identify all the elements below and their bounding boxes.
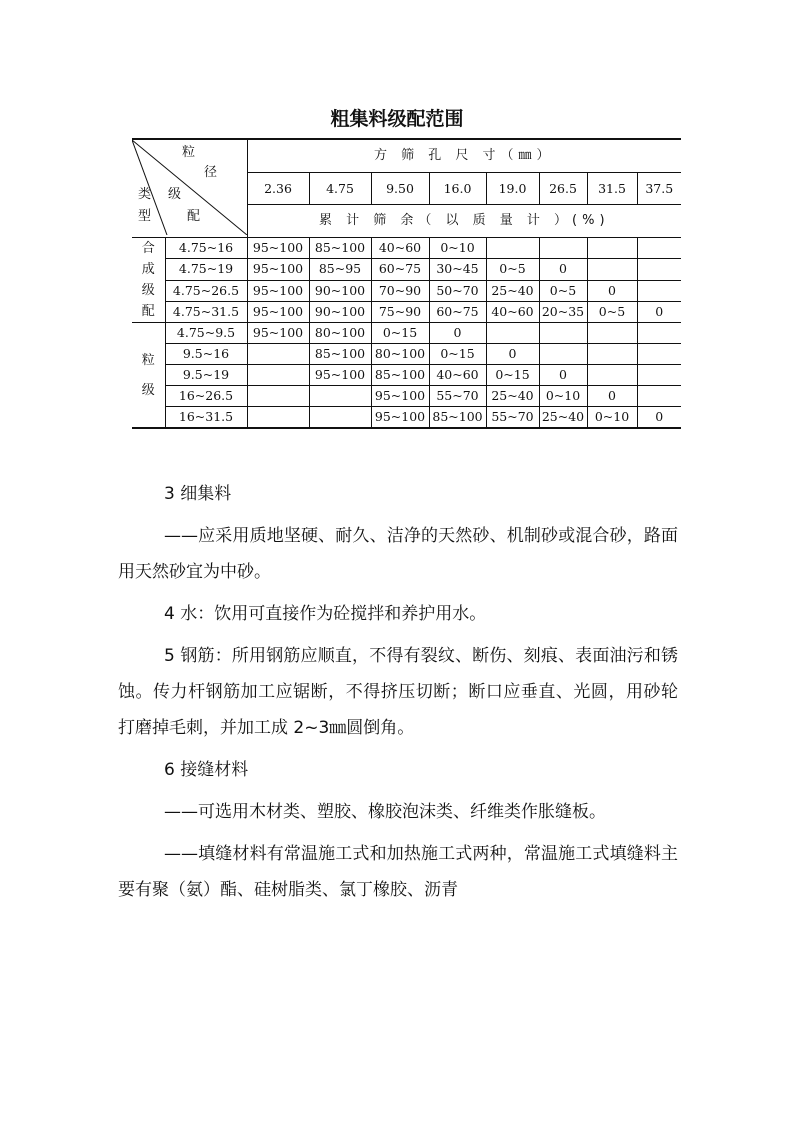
sieve-size-header: 方 筛 孔 尺 寸（㎜） — [247, 139, 681, 173]
sieve-size-cell: 16.0 — [429, 173, 486, 205]
passing-value-cell: 0~10 — [539, 386, 587, 407]
grade-range-cell: 16~31.5 — [165, 407, 247, 429]
passing-value-cell: 0 — [587, 386, 637, 407]
passing-value-cell: 0~10 — [587, 407, 637, 429]
passing-value-cell: 75~90 — [371, 301, 429, 322]
passing-value-cell — [637, 365, 681, 386]
passing-value-cell — [637, 386, 681, 407]
passing-value-cell: 55~70 — [429, 386, 486, 407]
passing-value-cell: 50~70 — [429, 280, 486, 301]
passing-value-cell: 0~5 — [539, 280, 587, 301]
passing-value-cell — [587, 238, 637, 259]
passing-value-cell: 55~70 — [486, 407, 539, 429]
passing-value-cell: 95~100 — [371, 407, 429, 429]
passing-value-cell: 95~100 — [247, 280, 309, 301]
joint-filler-paragraph: ——填缝材料有常温施工式和加热施工式两种，常温施工式填缝料主要有聚（氨）酯、硅树脂类、氯丁橡胶、沥青 — [118, 844, 678, 900]
passing-value-cell — [637, 259, 681, 280]
group-label-char: 级 — [141, 283, 155, 298]
passing-value-cell: 0 — [539, 365, 587, 386]
passing-value-cell: 90~100 — [309, 301, 371, 322]
table-row — [132, 386, 681, 407]
passing-value-cell — [637, 344, 681, 365]
corner-label-left2: 型 — [138, 209, 152, 224]
passing-value-cell: 25~40 — [486, 280, 539, 301]
passing-value-cell — [247, 365, 309, 386]
passing-value-cell: 0~5 — [587, 301, 637, 322]
passing-value-cell — [539, 238, 587, 259]
passing-value-cell: 40~60 — [486, 301, 539, 322]
sieve-size-cell: 9.50 — [371, 173, 429, 205]
table-row — [132, 344, 681, 365]
group-label-char: 级 — [141, 382, 155, 398]
table-title: 粗集料级配范围 — [330, 108, 464, 130]
passing-value-cell — [309, 407, 371, 429]
passing-value-cell — [539, 344, 587, 365]
coarse-aggregate-grading-table — [132, 138, 681, 429]
passing-value-cell: 0 — [486, 344, 539, 365]
passing-value-cell: 95~100 — [247, 323, 309, 344]
fine-aggregate-paragraph: ——应采用质地坚硬、耐久、洁净的天然砂、机制砂或混合砂，路面用天然砂宜为中砂。 — [118, 526, 678, 582]
passing-value-cell — [247, 407, 309, 429]
grade-range-cell: 4.75~16 — [165, 238, 247, 259]
corner-label-bot: 配 — [187, 209, 201, 224]
passing-value-cell — [486, 238, 539, 259]
corner-label-top1: 粒 — [182, 145, 196, 160]
passing-value-cell: 20~35 — [539, 301, 587, 322]
sieve-size-cell: 37.5 — [637, 173, 681, 205]
passing-value-cell: 80~100 — [309, 323, 371, 344]
passing-value-cell: 0~10 — [429, 238, 486, 259]
passing-value-cell: 90~100 — [309, 280, 371, 301]
group-label-char: 成 — [141, 262, 155, 277]
table-row — [132, 259, 681, 280]
sieve-size-cell: 4.75 — [309, 173, 371, 205]
header-corner-cell — [132, 139, 247, 238]
passing-value-cell: 0 — [637, 301, 681, 322]
body-text — [118, 476, 678, 914]
table-row — [132, 365, 681, 386]
passing-value-cell: 25~40 — [539, 407, 587, 429]
sieve-size-cell: 31.5 — [587, 173, 637, 205]
passing-value-cell: 95~100 — [247, 301, 309, 322]
passing-value-cell: 85~100 — [429, 407, 486, 429]
passing-value-cell: 0 — [539, 259, 587, 280]
grade-range-cell: 4.75~26.5 — [165, 280, 247, 301]
grade-range-cell: 4.75~9.5 — [165, 323, 247, 344]
sieve-size-cell: 26.5 — [539, 173, 587, 205]
corner-label-left1: 类 — [138, 187, 152, 202]
table-row — [132, 407, 681, 429]
corner-label-mid: 级 — [168, 187, 182, 202]
water-paragraph: 4 水：饮用可直接作为砼搅拌和养护用水。 — [164, 604, 487, 624]
table-row — [132, 323, 681, 344]
grade-range-cell: 16~26.5 — [165, 386, 247, 407]
table-row — [132, 280, 681, 301]
passing-value-cell — [637, 280, 681, 301]
passing-value-cell: 95~100 — [371, 386, 429, 407]
group-label-char: 配 — [141, 304, 155, 319]
passing-value-cell — [587, 365, 637, 386]
passing-value-cell: 60~75 — [429, 301, 486, 322]
group-label-cell — [132, 323, 165, 429]
sieve-size-cell: 19.0 — [486, 173, 539, 205]
passing-value-cell: 85~100 — [309, 344, 371, 365]
passing-value-cell — [539, 323, 587, 344]
passing-value-cell: 0~15 — [371, 323, 429, 344]
passing-value-cell: 60~75 — [371, 259, 429, 280]
passing-value-cell: 70~90 — [371, 280, 429, 301]
table-row — [132, 238, 681, 259]
passing-value-cell: 25~40 — [486, 386, 539, 407]
passing-value-cell: 85~100 — [371, 365, 429, 386]
passing-value-cell: 0 — [429, 323, 486, 344]
passing-value-cell — [637, 238, 681, 259]
passing-value-cell: 40~60 — [371, 238, 429, 259]
group-label-char: 合 — [141, 241, 155, 256]
grade-range-cell: 9.5~16 — [165, 344, 247, 365]
grade-range-cell: 9.5~19 — [165, 365, 247, 386]
corner-label-top2: 径 — [204, 165, 218, 180]
passing-value-cell: 80~100 — [371, 344, 429, 365]
passing-value-cell — [587, 344, 637, 365]
passing-value-cell: 95~100 — [247, 238, 309, 259]
passing-value-cell — [587, 323, 637, 344]
section-joint-material-heading: 6 接缝材料 — [164, 760, 249, 780]
passing-value-cell: 0 — [587, 280, 637, 301]
passing-value-cell: 30~45 — [429, 259, 486, 280]
passing-value-cell — [309, 386, 371, 407]
group-label-char: 粒 — [141, 352, 155, 368]
group-label-cell — [132, 238, 165, 323]
cumulative-retained-header: 累 计 筛 余（ 以 质 量 计 ）(%) — [247, 205, 681, 238]
passing-value-cell: 95~100 — [247, 259, 309, 280]
passing-value-cell: 85~95 — [309, 259, 371, 280]
passing-value-cell — [247, 344, 309, 365]
expansion-joint-paragraph: ——可选用木材类、塑胶、橡胶泡沫类、纤维类作胀缝板。 — [164, 802, 606, 822]
grade-range-cell: 4.75~19 — [165, 259, 247, 280]
passing-value-cell: 40~60 — [429, 365, 486, 386]
passing-value-cell — [587, 259, 637, 280]
passing-value-cell: 0~15 — [486, 365, 539, 386]
rebar-paragraph: 5 钢筋：所用钢筋应顺直，不得有裂纹、断伤、刻痕、表面油污和锈蚀。传力杆钢筋加工应锯断，不得挤压切断；断口应垂直、光圆，用砂轮打磨掉毛刺，并加工成 2~3㎜圆倒角。 — [118, 646, 678, 738]
grade-range-cell: 4.75~31.5 — [165, 301, 247, 322]
passing-value-cell — [486, 323, 539, 344]
section-fine-aggregate-heading: 3 细集料 — [164, 484, 232, 504]
sieve-size-cell: 2.36 — [247, 173, 309, 205]
passing-value-cell: 0 — [637, 407, 681, 429]
passing-value-cell: 0~5 — [486, 259, 539, 280]
passing-value-cell: 0~15 — [429, 344, 486, 365]
passing-value-cell: 85~100 — [309, 238, 371, 259]
table-row — [132, 301, 681, 322]
passing-value-cell: 95~100 — [309, 365, 371, 386]
passing-value-cell — [247, 386, 309, 407]
passing-value-cell — [637, 323, 681, 344]
